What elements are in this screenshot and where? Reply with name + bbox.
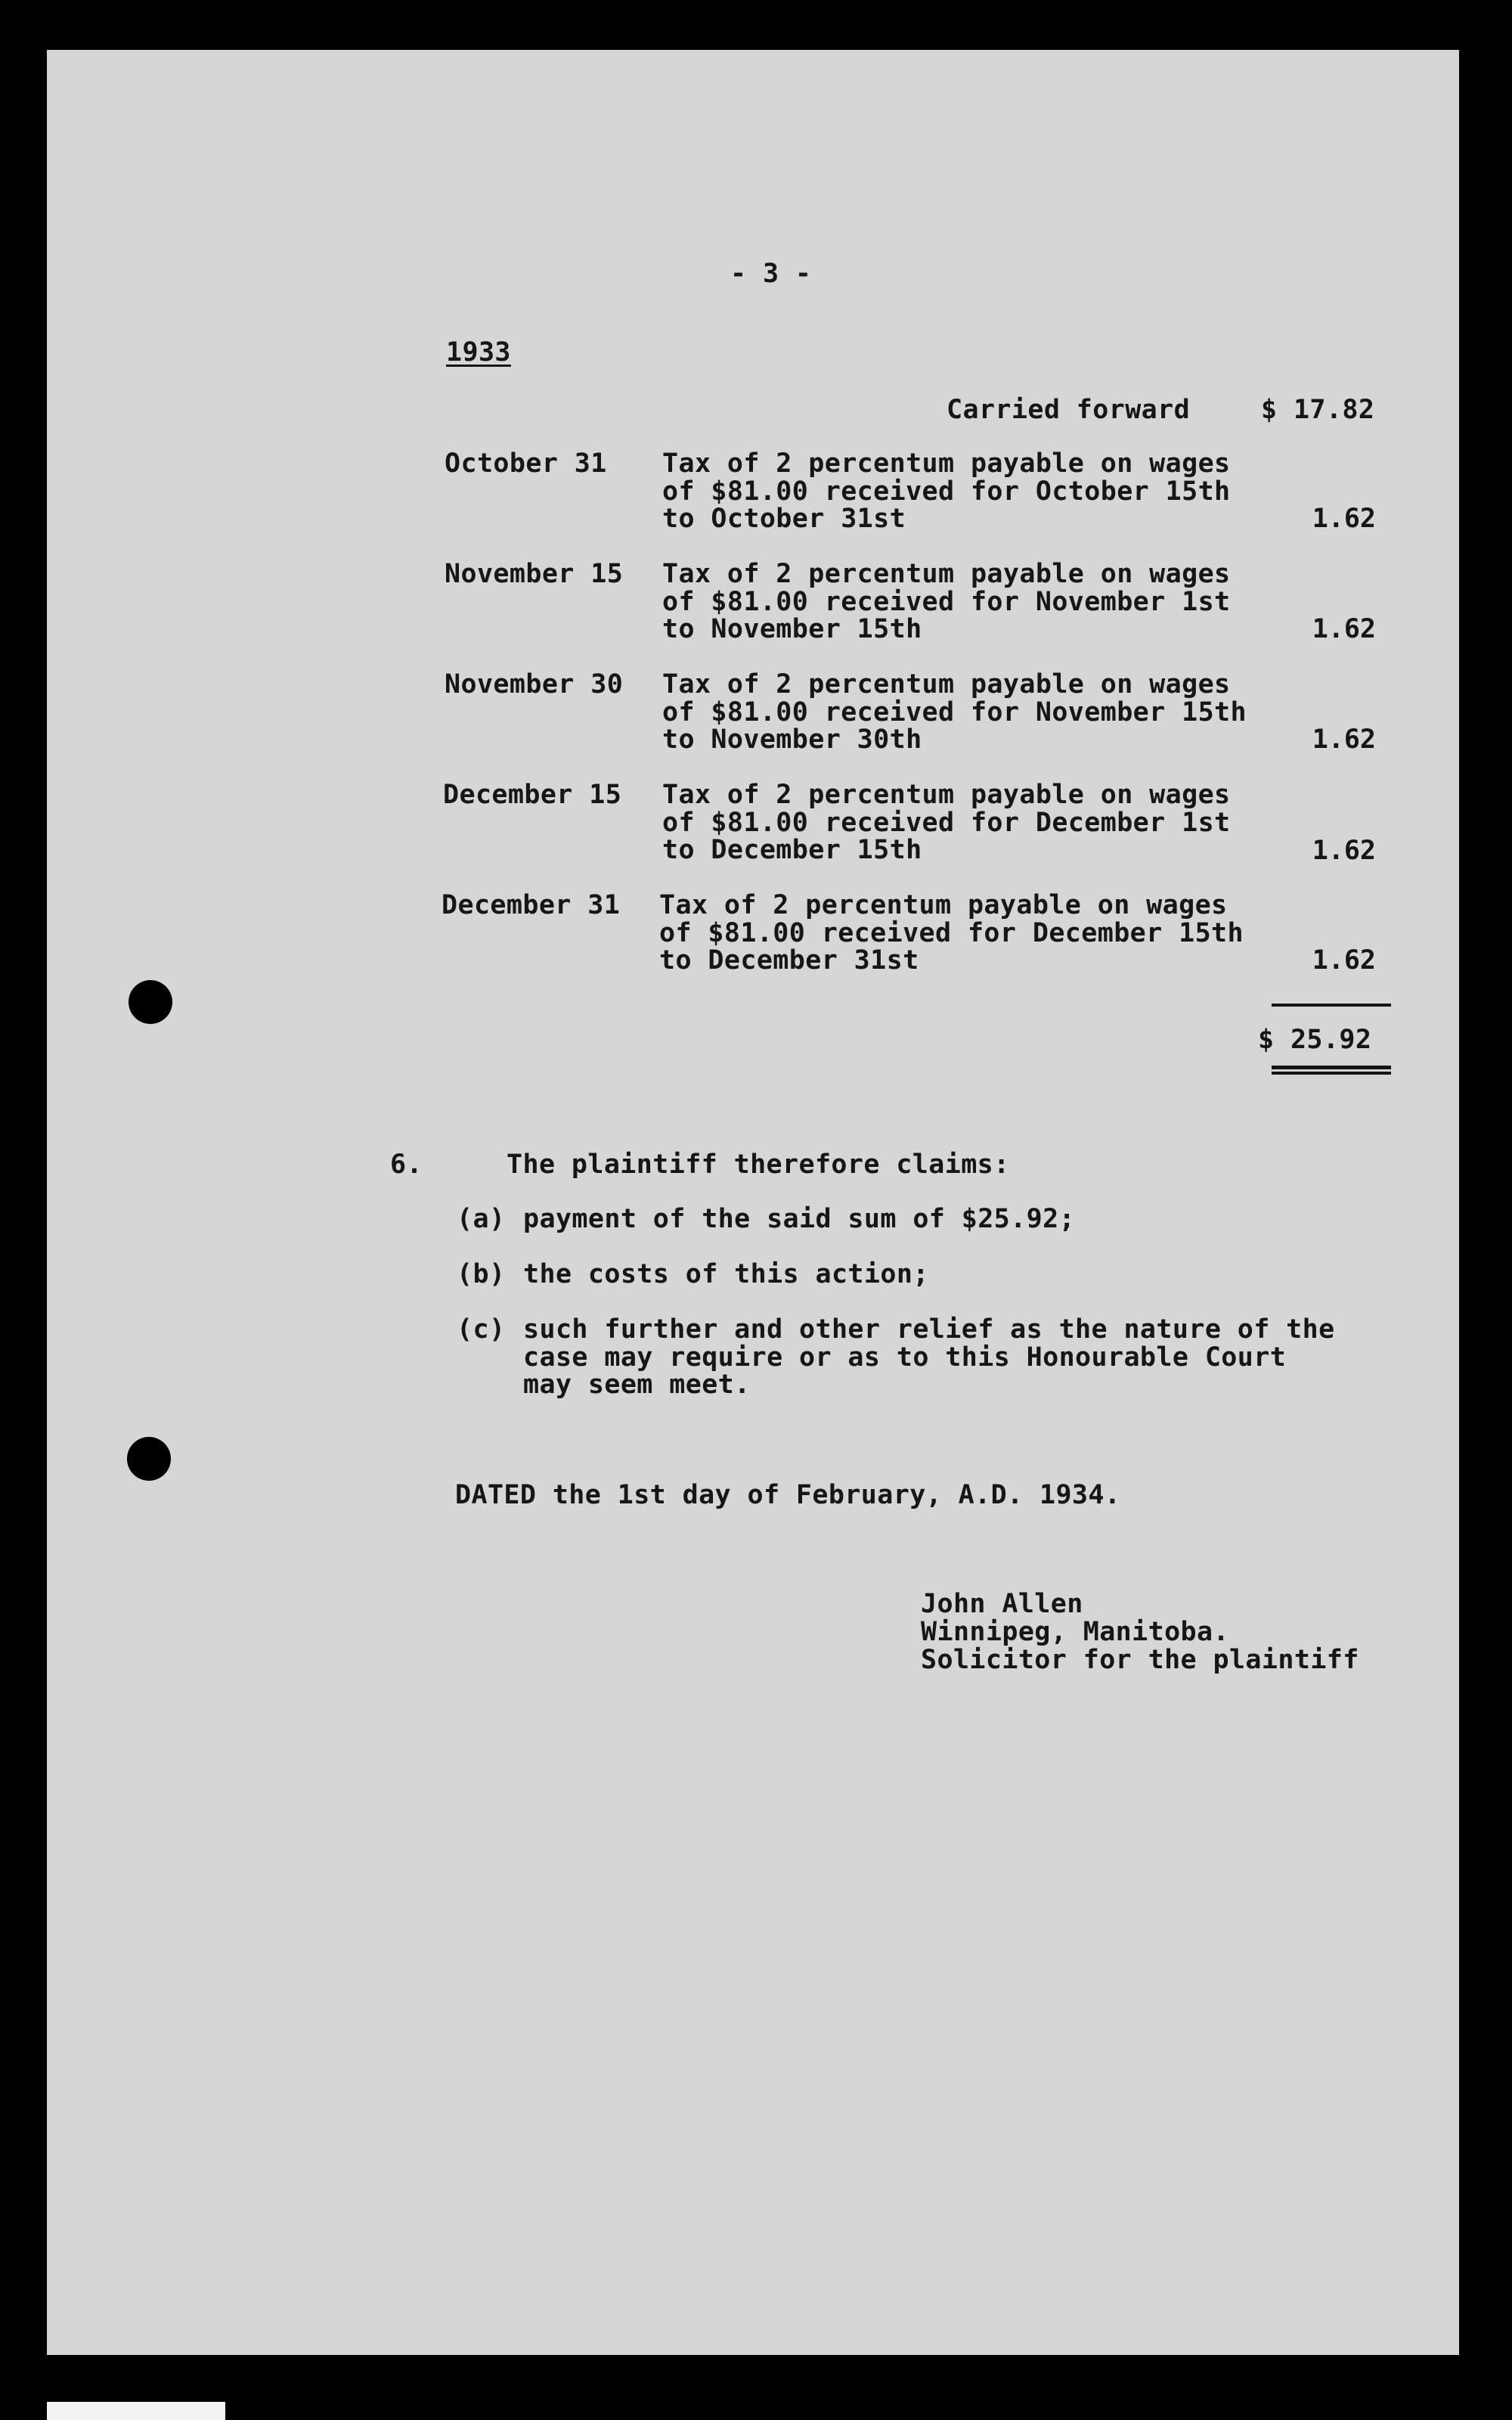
claim-number: 6. [390,1150,423,1180]
entry-date: November 30 [445,669,624,700]
claim-label: (a) [457,1204,506,1234]
solicitor-name: John Allen [921,1589,1083,1619]
entry-date: December 15 [443,780,622,810]
entry-amount: 1.62 [1312,504,1376,534]
entry-description: Tax of 2 percentum payable on wages of $81.00 received for November 1st to November 15th [662,559,1231,644]
claims-intro: The plaintiff therefore claims: [507,1150,1010,1180]
entry-date: November 15 [445,559,624,589]
carried-forward-amount: $ 17.82 [1261,395,1375,425]
entry-description: Tax of 2 percentum payable on wages of $81.00 received for October 15th to October 31st [662,448,1231,534]
film-edge-strip [47,2402,225,2420]
entry-description: Tax of 2 percentum payable on wages of $81.00 received for December 15th to December 31st [659,890,1244,976]
entry-date: December 31 [442,890,621,920]
page-number: - 3 - [730,259,812,289]
entry-date: October 31 [445,448,607,479]
solicitor-city: Winnipeg, Manitoba. [921,1617,1229,1647]
dated-line: DATED the 1st day of February, A.D. 1934. [455,1480,1121,1510]
entry-description: Tax of 2 percentum payable on wages of $81.00 received for December 1st to December 15th [662,780,1231,865]
entry-amount: 1.62 [1312,945,1376,976]
total-double-rule [1272,1072,1391,1075]
entry-amount: 1.62 [1312,724,1376,755]
carried-forward-label: Carried forward [947,395,1191,425]
claim-text: such further and other relief as the nature of the case may require or as to this Honourable Court may seem meet. [523,1314,1335,1400]
punch-hole-bottom [127,1437,171,1481]
claim-text: the costs of this action; [523,1259,929,1289]
claim-text: payment of the said sum of $25.92; [523,1204,1076,1234]
document-page [47,50,1459,2355]
claim-label: (c) [457,1314,506,1345]
total-amount: $ 25.92 [1258,1025,1372,1055]
year-heading: 1933 [446,337,511,368]
entry-amount: 1.62 [1312,614,1376,644]
punch-hole-top [129,980,172,1024]
entry-description: Tax of 2 percentum payable on wages of $81.00 received for November 15th to November 30th [662,669,1247,755]
entry-amount: 1.62 [1312,836,1376,866]
claim-label: (b) [457,1259,506,1289]
solicitor-role: Solicitor for the plaintiff [921,1645,1359,1675]
sum-rule [1272,1004,1391,1007]
total-double-rule [1272,1066,1391,1069]
